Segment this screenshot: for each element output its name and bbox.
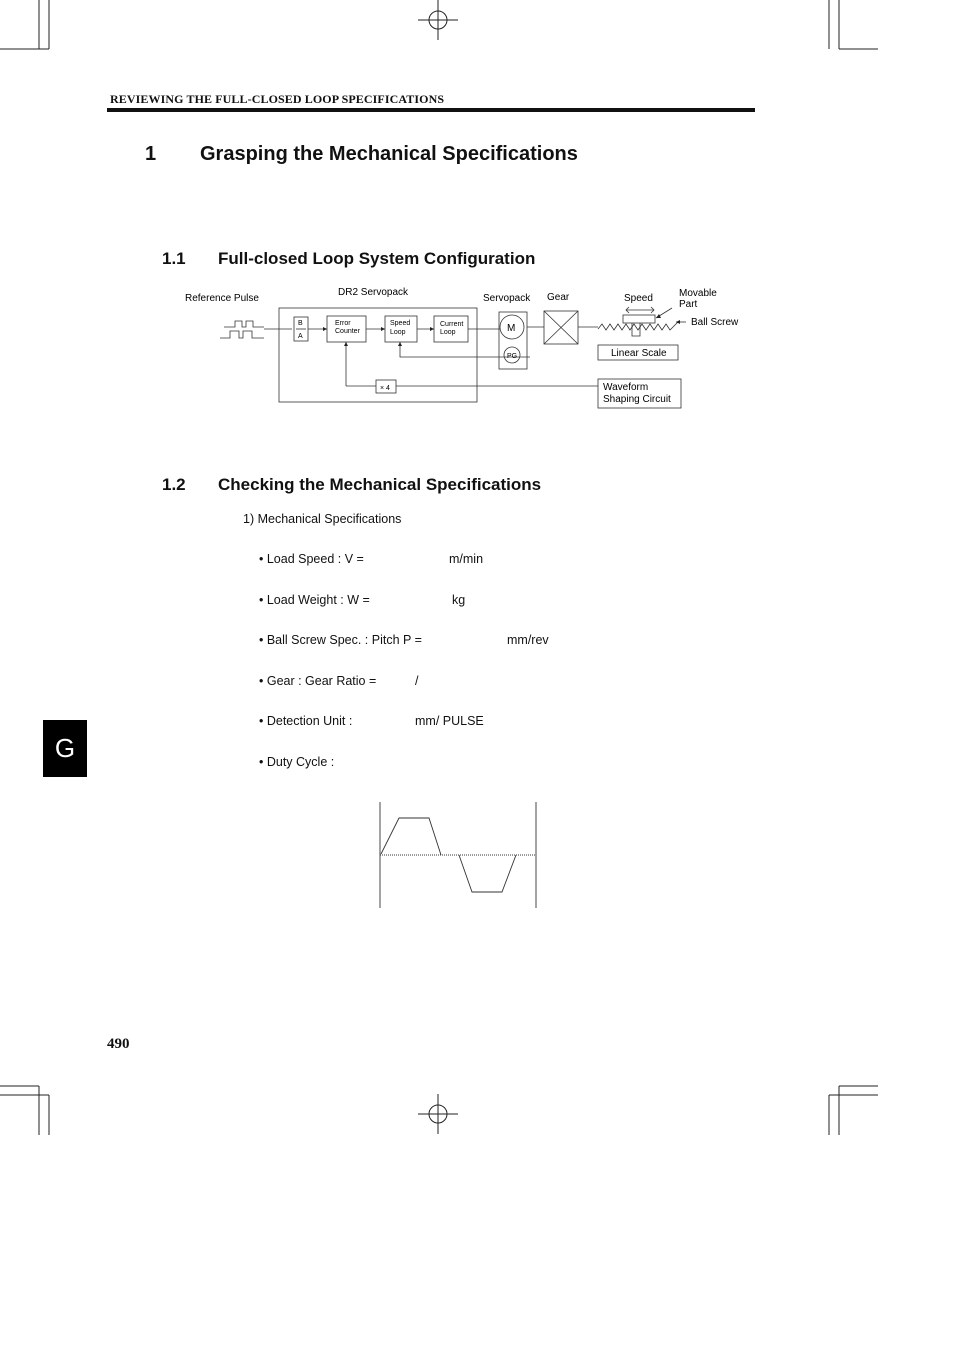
a-label: A — [298, 333, 303, 340]
ball-screw-spec-label: • Ball Screw Spec. : Pitch P = — [259, 633, 422, 647]
load-weight-label: • Load Weight : W = — [259, 593, 370, 607]
specs-heading: 1) Mechanical Specifications — [243, 512, 402, 526]
speed-loop-label-2: Loop — [390, 329, 406, 336]
section-1-number: 1 — [145, 143, 157, 165]
load-speed-unit: m/min — [449, 552, 484, 566]
section-1-title: Grasping the Mechanical Specifications — [200, 143, 578, 165]
gear-ratio-label: • Gear : Gear Ratio = — [259, 674, 377, 688]
movable-part-label-2: Part — [679, 299, 698, 310]
section-1-1-title: Full-closed Loop System Configuration — [218, 249, 536, 268]
pg-label: PG — [507, 353, 518, 360]
error-counter-label-2: Counter — [335, 328, 360, 335]
motor-label: M — [507, 323, 516, 334]
section-tab: G — [43, 720, 87, 777]
duty-cycle-label: • Duty Cycle : — [259, 755, 335, 769]
detection-unit-label: • Detection Unit : — [259, 714, 353, 728]
header-rule — [107, 108, 755, 112]
gear-label: Gear — [547, 292, 570, 303]
movable-part-label-1: Movable — [679, 288, 717, 299]
b-label: B — [298, 320, 303, 327]
waveform-label-2: Shaping Circuit — [603, 394, 671, 405]
detection-unit-value: mm/ PULSE — [415, 714, 484, 728]
servopack-label: Servopack — [483, 293, 531, 304]
dr2-servopack-label: DR2 Servopack — [338, 287, 409, 298]
section-1-2-number: 1.2 — [162, 475, 186, 494]
duty-cycle-diagram — [370, 800, 545, 912]
ball-screw-spec-unit: mm/rev — [507, 633, 549, 647]
running-header: REVIEWING THE FULL-CLOSED LOOP SPECIFICATIONS — [110, 92, 445, 106]
speed-label: Speed — [624, 293, 653, 304]
multiplier-label: × 4 — [380, 385, 390, 392]
speed-loop-label-1: Speed — [390, 320, 411, 327]
current-loop-label-1: Current — [440, 321, 464, 328]
reference-pulse-label: Reference Pulse — [185, 293, 259, 304]
linear-scale-label: Linear Scale — [611, 348, 667, 359]
load-speed-label: • Load Speed : V = — [259, 552, 364, 566]
load-weight-unit: kg — [452, 593, 466, 607]
section-1-2-title: Checking the Mechanical Specifications — [218, 475, 542, 494]
error-counter-label-1: Error — [335, 320, 351, 327]
gear-ratio-unit: / — [415, 674, 419, 688]
system-config-diagram — [180, 284, 760, 414]
waveform-label-1: Waveform — [603, 382, 649, 393]
page-number: 490 — [107, 1036, 130, 1052]
section-1-1-number: 1.1 — [162, 249, 186, 268]
ball-screw-label: Ball Screw — [691, 317, 739, 328]
current-loop-label-2: Loop — [440, 329, 456, 336]
